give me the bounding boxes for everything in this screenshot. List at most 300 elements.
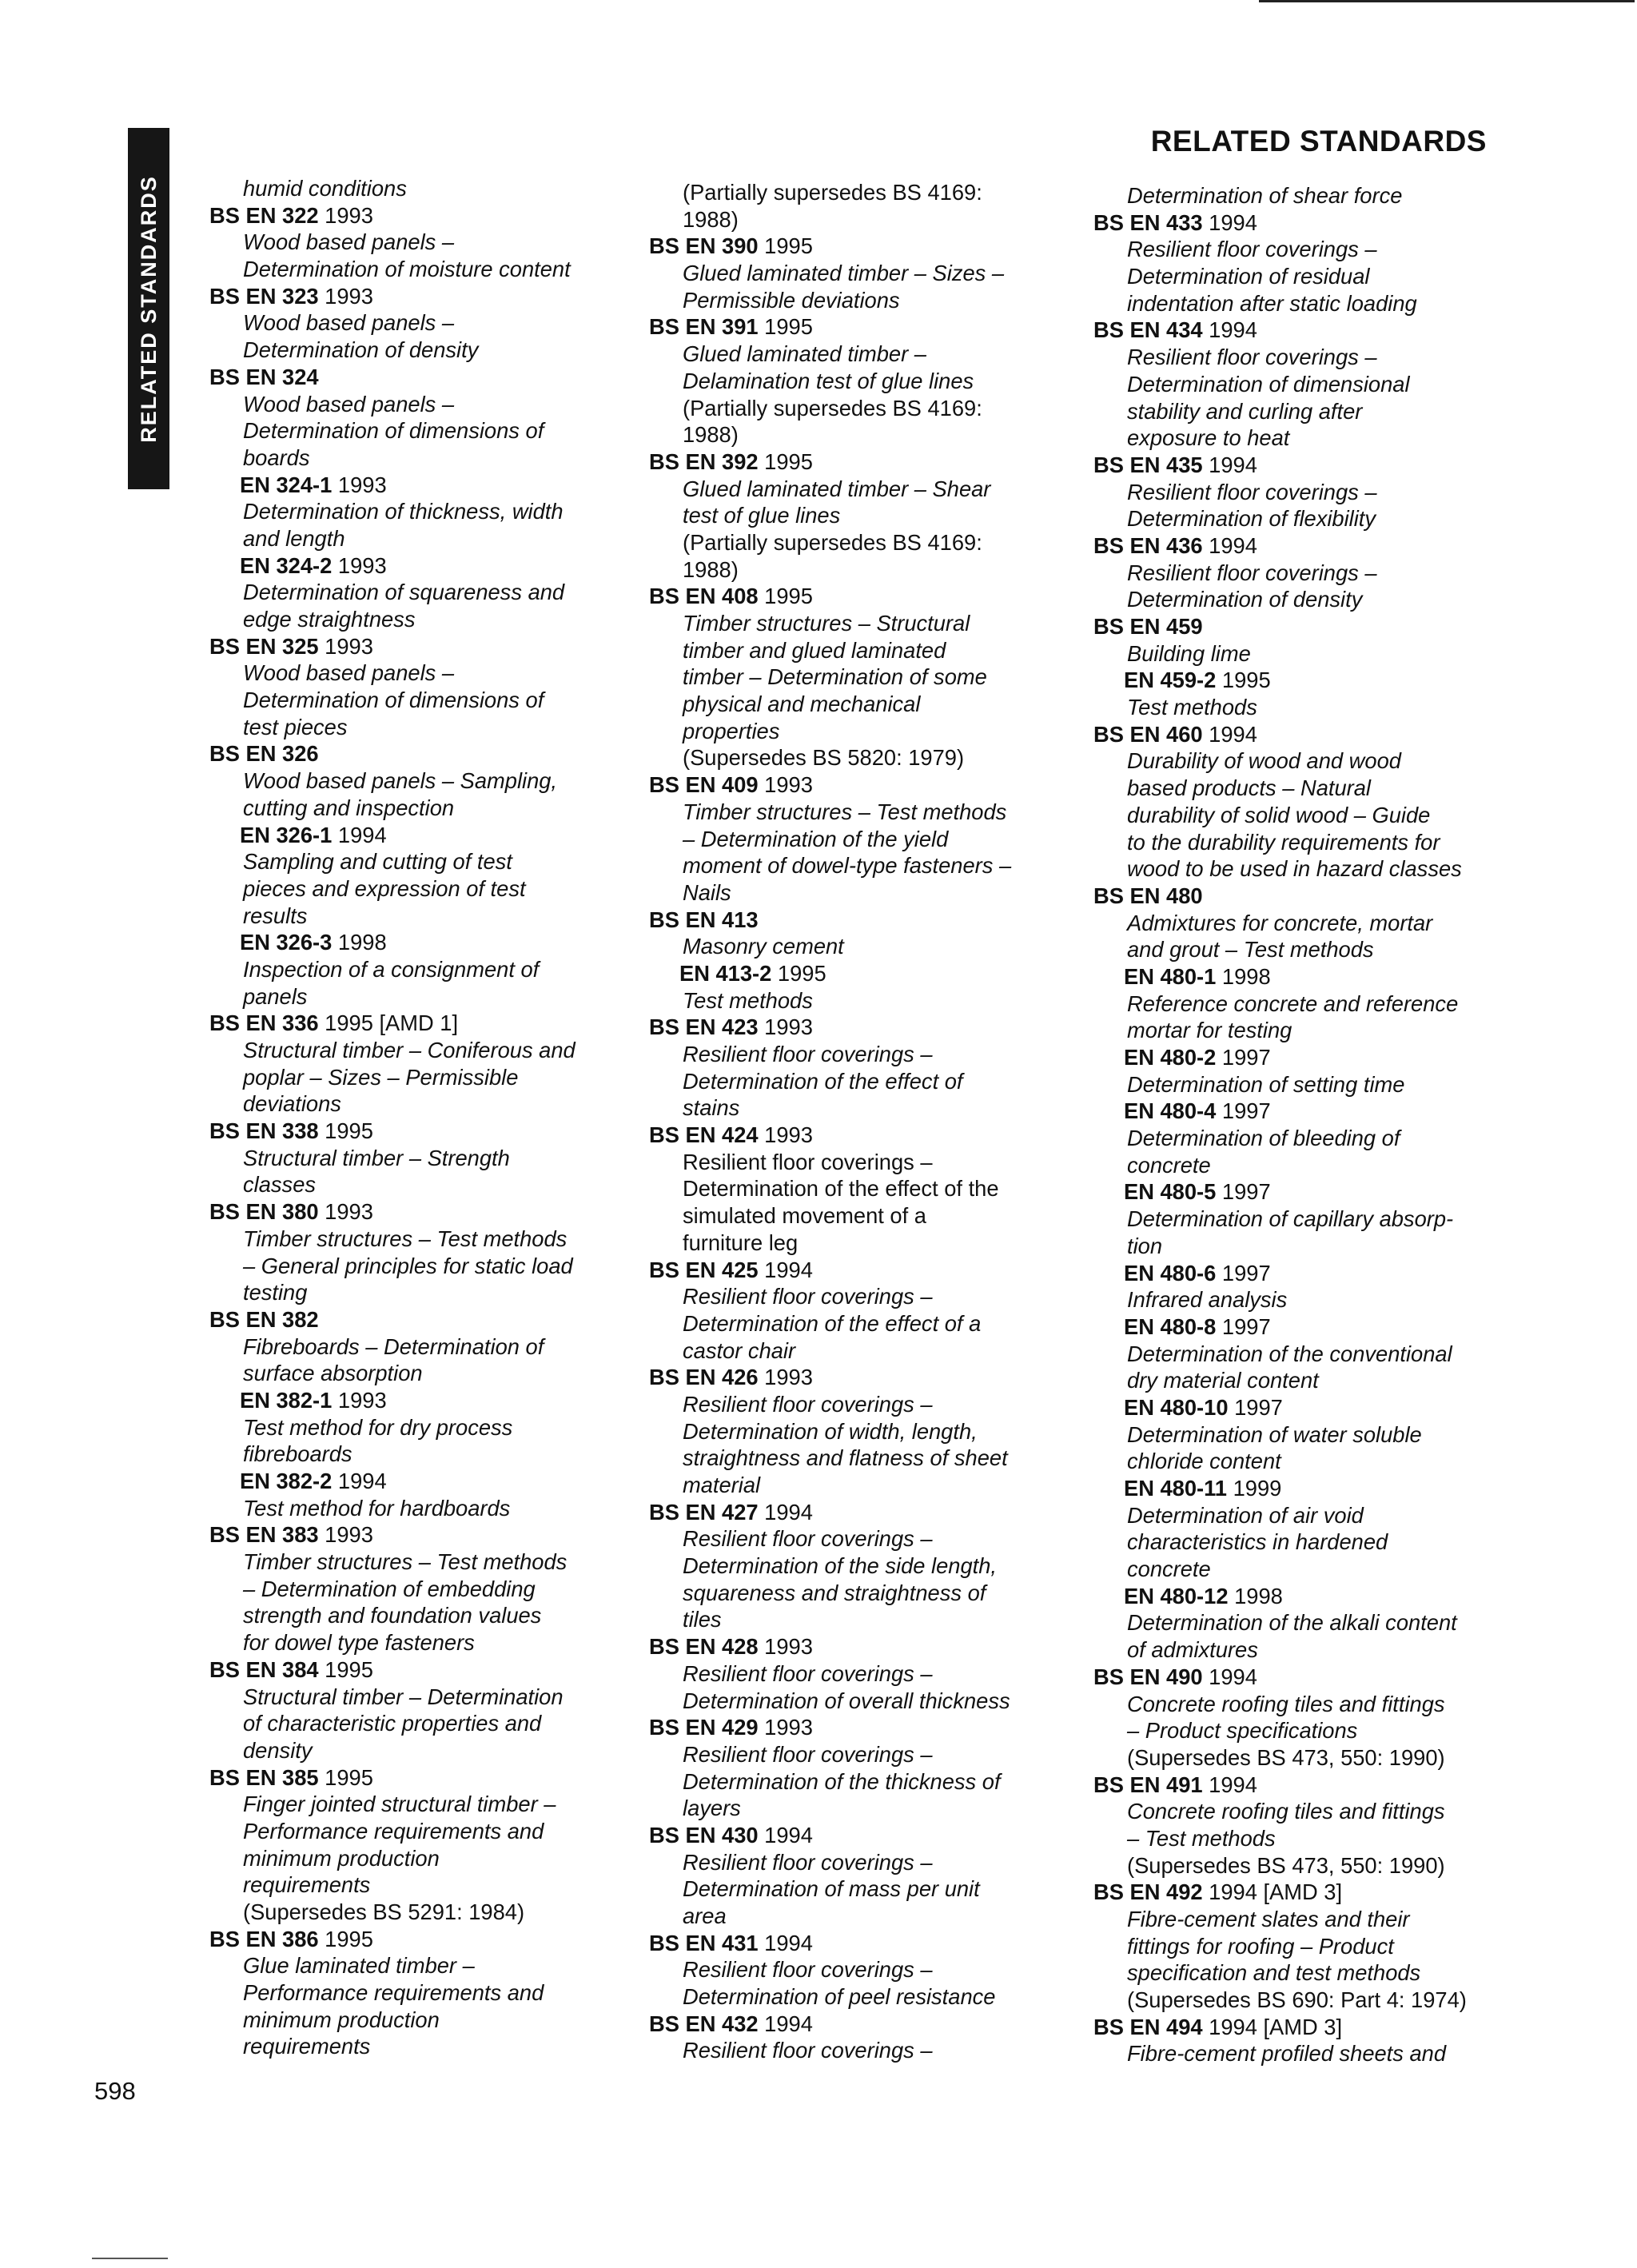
standard-description: Wood based panels – bbox=[243, 229, 455, 255]
standard-code: BS EN 338 bbox=[209, 1118, 319, 1144]
standard-description: Masonry cement bbox=[683, 934, 844, 959]
standard-description: Determination of width, length, bbox=[683, 1418, 978, 1444]
standard-code: BS EN 380 bbox=[209, 1199, 319, 1225]
standard-description: Resilient floor coverings – bbox=[683, 1149, 933, 1174]
standard-description: Wood based panels – bbox=[243, 391, 455, 417]
standard-description: Determination of shear force bbox=[1127, 183, 1403, 208]
standard-description: boards bbox=[243, 444, 310, 470]
standard-description: Resilient floor coverings – bbox=[1127, 479, 1377, 504]
standard-year: 1994 bbox=[1202, 1664, 1257, 1689]
standard-description: Wood based panels – bbox=[243, 660, 455, 686]
sub-standard-entry bbox=[1093, 963, 1509, 991]
standard-description: Determination of bleeding of bbox=[1127, 1126, 1400, 1151]
standard-description: Determination of the effect of the bbox=[683, 1176, 999, 1202]
standard-entry bbox=[209, 633, 625, 660]
standard-description: characteristics in hardened bbox=[1127, 1529, 1388, 1555]
standard-description: Inspection of a consignment of bbox=[243, 956, 540, 982]
standard-description: – Determination of the yield bbox=[683, 826, 949, 851]
standard-year: 1995 bbox=[758, 584, 813, 609]
standard-description: simulated movement of a bbox=[683, 1203, 926, 1229]
standard-code: EN 480-2 bbox=[1124, 1045, 1217, 1070]
standard-year: 1995 bbox=[318, 1926, 373, 1951]
standard-code: EN 480-4 bbox=[1124, 1098, 1217, 1124]
standard-code: BS EN 390 bbox=[649, 233, 759, 259]
standard-description: Determination of setting time bbox=[1127, 1071, 1405, 1097]
standard-description: Determination of the effect of a bbox=[683, 1310, 982, 1336]
standard-year: 1995 bbox=[318, 1656, 373, 1682]
standard-description: chloride content bbox=[1127, 1449, 1281, 1474]
standard-description: Timber structures – Structural bbox=[683, 611, 970, 636]
standard-entry bbox=[649, 2011, 1065, 2038]
standard-description: timber – Determination of some bbox=[683, 664, 987, 690]
standard-description: durability of solid wood – Guide bbox=[1127, 802, 1431, 827]
standard-description: classes bbox=[243, 1172, 317, 1198]
standard-code: BS EN 480 bbox=[1093, 883, 1203, 908]
standard-description: humid conditions bbox=[243, 176, 407, 201]
standard-code: EN 324-2 bbox=[240, 552, 333, 578]
standard-entry bbox=[209, 1306, 625, 1333]
standard-code: BS EN 325 bbox=[209, 633, 319, 659]
standard-code: BS EN 426 bbox=[649, 1365, 759, 1390]
standard-year: 1994 bbox=[758, 1499, 813, 1525]
standard-year: 1994 bbox=[1202, 532, 1257, 558]
standard-code: BS EN 435 bbox=[1093, 452, 1203, 477]
standard-year: 1994 [AMD 3] bbox=[1202, 1879, 1343, 1905]
page-header: RELATED STANDARDS bbox=[1150, 125, 1487, 157]
standard-description: – Test methods bbox=[1127, 1825, 1276, 1851]
standard-entry bbox=[649, 1257, 1065, 1284]
standard-description: Determination of residual bbox=[1127, 264, 1370, 289]
standard-description: Determination of density bbox=[1127, 587, 1363, 612]
standard-description: edge straightness bbox=[243, 607, 416, 632]
standard-code: BS EN 383 bbox=[209, 1522, 319, 1548]
standard-year: 1997 bbox=[1216, 1098, 1271, 1124]
sub-standard-entry bbox=[1093, 1394, 1509, 1421]
standard-description: Determination of moisture content bbox=[243, 257, 571, 282]
standard-year: 1997 bbox=[1216, 1179, 1271, 1205]
standard-description: Reference concrete and reference bbox=[1127, 991, 1459, 1016]
standard-description: Nails bbox=[683, 879, 731, 905]
standard-entry bbox=[209, 740, 625, 767]
standard-code: BS EN 392 bbox=[649, 448, 759, 474]
standard-year: 1993 bbox=[332, 552, 387, 578]
standard-description: Fibreboards – Determination of bbox=[243, 1333, 544, 1359]
standard-entry bbox=[1093, 1879, 1509, 1906]
supersedes-note: (Supersedes BS 473, 550: 1990) bbox=[1127, 1852, 1445, 1878]
sub-standard-entry bbox=[1093, 1475, 1509, 1502]
sub-standard-entry bbox=[209, 472, 625, 499]
standard-entry bbox=[649, 233, 1065, 260]
standard-description: Glue laminated timber – bbox=[243, 1953, 475, 1979]
standard-year: 1993 bbox=[332, 472, 387, 497]
standard-year: 1993 bbox=[758, 1634, 813, 1660]
standard-description: Determination of density bbox=[243, 337, 479, 363]
standard-description: Resilient floor coverings – bbox=[683, 1042, 933, 1066]
column-2 bbox=[649, 179, 1065, 2064]
standard-description: Resilient floor coverings – bbox=[683, 1849, 933, 1875]
standard-entry bbox=[649, 313, 1065, 341]
standard-description: stains bbox=[683, 1095, 740, 1121]
column-3 bbox=[1093, 182, 1509, 2067]
standard-description: requirements bbox=[243, 1872, 371, 1898]
standard-description: minimum production bbox=[243, 1845, 440, 1871]
standard-description: fittings for roofing – Product bbox=[1127, 1933, 1394, 1959]
standard-code: BS EN 427 bbox=[649, 1499, 759, 1525]
standard-code: BS EN 425 bbox=[649, 1257, 759, 1282]
standard-description: Resilient floor coverings – bbox=[1127, 237, 1377, 262]
standard-description: test of glue lines bbox=[683, 503, 841, 528]
standard-description: Glued laminated timber – Sizes – bbox=[683, 261, 1005, 286]
standard-description: straightness and flatness of sheet bbox=[683, 1445, 1008, 1471]
standard-entry bbox=[209, 1521, 625, 1549]
standard-year: 1995 bbox=[758, 314, 813, 340]
standard-description: Resilient floor coverings – bbox=[683, 1284, 933, 1309]
standard-code: EN 480-6 bbox=[1124, 1260, 1217, 1285]
standard-entry bbox=[649, 1633, 1065, 1660]
standard-code: BS EN 384 bbox=[209, 1656, 319, 1682]
standard-year: 1997 bbox=[1216, 1260, 1271, 1285]
standard-entry bbox=[649, 771, 1065, 799]
standard-year: 1993 bbox=[318, 633, 373, 659]
standard-description: Glued laminated timber – bbox=[683, 341, 926, 367]
supersedes-note: (Partially supersedes BS 4169: bbox=[683, 180, 982, 205]
standard-code: BS EN 413 bbox=[649, 907, 759, 932]
standard-description: Concrete roofing tiles and fittings bbox=[1127, 1799, 1445, 1824]
standard-description: Test methods bbox=[683, 987, 813, 1013]
column-1 bbox=[209, 175, 625, 2060]
standard-code: BS EN 424 bbox=[649, 1122, 759, 1148]
standard-code: EN 480-11 bbox=[1124, 1476, 1227, 1501]
standard-description: Determination of dimensions of bbox=[243, 688, 544, 713]
standard-code: BS EN 322 bbox=[209, 202, 319, 228]
side-tab-label: RELATED STANDARDS bbox=[136, 174, 161, 443]
sub-standard-entry bbox=[649, 960, 1065, 987]
standard-description: Determination of the side length, bbox=[683, 1553, 998, 1579]
standard-description: of admixtures bbox=[1127, 1637, 1258, 1663]
standard-description: – General principles for static load bbox=[243, 1253, 573, 1278]
standard-description: Admixtures for concrete, mortar bbox=[1127, 910, 1433, 935]
standard-description: based products – Natural bbox=[1127, 775, 1371, 801]
standard-code: BS EN 459 bbox=[1093, 614, 1203, 639]
standard-year: 1998 bbox=[332, 930, 387, 955]
sub-standard-entry bbox=[209, 1468, 625, 1495]
standard-description: Durability of wood and wood bbox=[1127, 748, 1401, 774]
standard-description: for dowel type fasteners bbox=[243, 1630, 475, 1656]
standard-year: 1993 bbox=[318, 1522, 373, 1548]
standard-description: Performance requirements and bbox=[243, 1818, 544, 1843]
sub-standard-entry bbox=[1093, 1583, 1509, 1610]
standard-description: Fibre-cement profiled sheets and bbox=[1127, 2041, 1447, 2067]
standard-code: BS EN 391 bbox=[649, 314, 759, 340]
standard-code: BS EN 408 bbox=[649, 584, 759, 609]
supersedes-note: (Supersedes BS 473, 550: 1990) bbox=[1127, 1744, 1445, 1770]
standard-description: material bbox=[683, 1473, 761, 1497]
standard-code: EN 413-2 bbox=[679, 960, 772, 986]
standard-year: 1999 bbox=[1227, 1476, 1282, 1501]
standard-year: 1994 bbox=[1202, 317, 1257, 343]
standard-entry bbox=[649, 1714, 1065, 1741]
sub-standard-entry bbox=[1093, 1098, 1509, 1125]
standard-description: Determination of capillary absorp- bbox=[1127, 1206, 1454, 1232]
standard-description: Timber structures – Test methods bbox=[683, 799, 1007, 824]
standard-description: dry material content bbox=[1127, 1368, 1319, 1393]
standard-code: EN 480-5 bbox=[1124, 1179, 1217, 1205]
standard-description: strength and foundation values bbox=[243, 1603, 542, 1628]
standard-year: 1994 bbox=[758, 2011, 813, 2036]
standard-code: EN 382-2 bbox=[240, 1469, 333, 1493]
standard-description: Determination of squareness and bbox=[243, 580, 565, 605]
standard-code: BS EN 491 bbox=[1093, 1772, 1203, 1797]
standard-code: BS EN 431 bbox=[649, 1930, 759, 1955]
standard-description: results bbox=[243, 903, 308, 928]
standard-entry bbox=[209, 1926, 625, 1953]
standard-entry bbox=[1093, 317, 1509, 344]
standard-year: 1993 bbox=[758, 1365, 813, 1390]
standard-code: EN 480-12 bbox=[1124, 1583, 1229, 1608]
sub-standard-entry bbox=[209, 552, 625, 580]
standard-description: Resilient floor coverings – bbox=[683, 1526, 933, 1552]
standard-code: BS EN 382 bbox=[209, 1306, 319, 1332]
sub-standard-entry bbox=[1093, 1313, 1509, 1341]
standard-entry bbox=[1093, 613, 1509, 640]
standard-description: moment of dowel-type fasteners – bbox=[683, 853, 1012, 879]
standard-description: Determination of mass per unit bbox=[683, 1876, 980, 1902]
standard-description: and length bbox=[243, 525, 345, 551]
standard-description: Glued laminated timber – Shear bbox=[683, 476, 991, 501]
standard-year: 1993 bbox=[758, 1715, 813, 1740]
standard-year: 1994 bbox=[758, 1930, 813, 1955]
standard-description: Resilient floor coverings – bbox=[683, 1957, 933, 1983]
standard-code: BS EN 324 bbox=[209, 364, 319, 389]
standard-year: 1994 bbox=[1202, 452, 1257, 477]
standard-code: EN 326-1 bbox=[240, 822, 333, 847]
standard-description: wood to be used in hazard classes bbox=[1127, 856, 1462, 882]
standard-description: Determination of the conventional bbox=[1127, 1341, 1452, 1366]
standard-code: BS EN 432 bbox=[649, 2011, 759, 2036]
standard-description: density bbox=[243, 1737, 313, 1763]
standard-year: 1997 bbox=[1216, 1313, 1271, 1339]
standard-description: Permissible deviations bbox=[683, 287, 900, 313]
standard-year: 1994 bbox=[332, 822, 387, 847]
standard-description: stability and curling after bbox=[1127, 398, 1363, 424]
standard-code: BS EN 423 bbox=[649, 1014, 759, 1040]
standard-description: Concrete roofing tiles and fittings bbox=[1127, 1691, 1445, 1716]
standard-description: minimum production bbox=[243, 2007, 440, 2032]
standard-year: 1993 bbox=[318, 1199, 373, 1225]
standard-description: Finger jointed structural timber – bbox=[243, 1792, 556, 1817]
side-tab bbox=[128, 128, 169, 489]
sub-standard-entry bbox=[209, 822, 625, 849]
sub-standard-entry bbox=[209, 929, 625, 956]
standard-description: Resilient floor coverings – bbox=[1127, 345, 1377, 370]
standard-entry bbox=[209, 1198, 625, 1226]
standard-description: and grout – Test methods bbox=[1127, 937, 1374, 963]
standard-description: Test method for hardboards bbox=[243, 1495, 511, 1521]
page-number: 598 bbox=[94, 2077, 136, 2105]
supersedes-note: (Partially supersedes BS 4169: bbox=[683, 395, 982, 421]
standard-description: Wood based panels – bbox=[243, 310, 455, 336]
standard-entry bbox=[209, 1118, 625, 1145]
standard-description: squareness and straightness of bbox=[683, 1580, 986, 1605]
standard-code: BS EN 336 bbox=[209, 1010, 319, 1036]
standard-code: BS EN 326 bbox=[209, 741, 319, 767]
standard-code: BS EN 429 bbox=[649, 1715, 759, 1740]
standard-description: of characteristic properties and bbox=[243, 1711, 542, 1736]
standard-description: Sampling and cutting of test bbox=[243, 849, 512, 875]
standard-code: EN 324-1 bbox=[240, 472, 333, 497]
standard-description: Building lime bbox=[1127, 640, 1251, 666]
standard-description: Determination of the thickness of bbox=[683, 1768, 1001, 1794]
standard-description: mortar for testing bbox=[1127, 1018, 1292, 1043]
supersedes-note: 1988) bbox=[683, 556, 739, 582]
standard-code: BS EN 409 bbox=[649, 772, 759, 798]
standard-description: concrete bbox=[1127, 1557, 1211, 1582]
standard-code: EN 326-3 bbox=[240, 930, 333, 955]
standard-description: Resilient floor coverings – bbox=[683, 1391, 933, 1417]
standard-description: Determination of dimensional bbox=[1127, 371, 1410, 397]
standard-year: 1995 bbox=[758, 233, 813, 259]
standard-description: Test method for dry process bbox=[243, 1414, 513, 1440]
standard-year: 1993 bbox=[758, 1014, 813, 1040]
standard-code: BS EN 434 bbox=[1093, 317, 1203, 343]
standard-description: Determination of the effect of bbox=[683, 1068, 963, 1094]
standard-year: 1998 bbox=[1216, 963, 1271, 989]
standard-code: BS EN 494 bbox=[1093, 2014, 1203, 2039]
standard-year: 1995 bbox=[758, 448, 813, 474]
standard-year: 1997 bbox=[1216, 1045, 1271, 1070]
standard-year: 1995 [AMD 1] bbox=[318, 1010, 459, 1036]
supersedes-note: 1988) bbox=[683, 206, 739, 232]
standard-description: indentation after static loading bbox=[1127, 290, 1417, 316]
standard-year: 1994 bbox=[758, 1822, 813, 1847]
standard-description: deviations bbox=[243, 1091, 341, 1117]
sub-standard-entry bbox=[1093, 1044, 1509, 1071]
standard-code: BS EN 433 bbox=[1093, 209, 1203, 235]
standard-description: Resilient floor coverings – bbox=[683, 2038, 933, 2063]
standard-year: 1994 bbox=[1202, 209, 1257, 235]
standard-description: requirements bbox=[243, 2034, 371, 2059]
standard-description: Wood based panels – Sampling, bbox=[243, 768, 558, 794]
supersedes-note: (Partially supersedes BS 4169: bbox=[683, 529, 982, 555]
standard-entry bbox=[209, 283, 625, 310]
standard-description: tion bbox=[1127, 1233, 1163, 1258]
standard-entry bbox=[209, 1764, 625, 1792]
standard-description: Determination of water soluble bbox=[1127, 1421, 1422, 1447]
standard-description: Performance requirements and bbox=[243, 1980, 544, 2006]
standard-entry bbox=[209, 202, 625, 229]
standard-year: 1995 bbox=[318, 1118, 373, 1144]
standard-code: BS EN 460 bbox=[1093, 721, 1203, 747]
standard-description: Determination of thickness, width bbox=[243, 499, 564, 524]
standard-description: fibreboards bbox=[243, 1441, 352, 1467]
standard-year: 1994 bbox=[1202, 721, 1257, 747]
standard-year: 1993 bbox=[758, 772, 813, 798]
standard-description: Determination of peel resistance bbox=[683, 1984, 996, 2010]
standard-entry bbox=[1093, 1772, 1509, 1799]
standard-year: 1993 bbox=[758, 1122, 813, 1148]
standard-description: to the durability requirements for bbox=[1127, 829, 1440, 855]
standard-description: poplar – Sizes – Permissible bbox=[243, 1064, 519, 1090]
standard-year: 1995 bbox=[771, 960, 826, 986]
standard-year: 1994 bbox=[1202, 1772, 1257, 1797]
standard-description: Resilient floor coverings – bbox=[1127, 560, 1377, 585]
standard-description: Determination of dimensions of bbox=[243, 418, 544, 444]
standard-year: 1993 bbox=[318, 202, 373, 228]
standard-year: 1994 bbox=[332, 1469, 387, 1493]
standard-description: Determination of the alkali content bbox=[1127, 1610, 1457, 1636]
standard-description: timber and glued laminated bbox=[683, 637, 946, 663]
standard-entry bbox=[1093, 2014, 1509, 2041]
standard-year: 1993 bbox=[332, 1387, 387, 1413]
supersedes-note: 1988) bbox=[683, 422, 739, 448]
sub-standard-entry bbox=[1093, 1178, 1509, 1206]
standard-description: cutting and inspection bbox=[243, 795, 455, 820]
standard-code: EN 382-1 bbox=[240, 1387, 333, 1413]
standard-entry bbox=[1093, 883, 1509, 910]
standard-year: 1995 bbox=[318, 1764, 373, 1790]
standard-description: Determination of overall thickness bbox=[683, 1688, 1010, 1713]
standard-year: 1994 [AMD 3] bbox=[1202, 2014, 1343, 2039]
standard-description: tiles bbox=[683, 1607, 722, 1632]
standard-code: BS EN 436 bbox=[1093, 532, 1203, 558]
standard-entry bbox=[649, 907, 1065, 934]
standard-description: Infrared analysis bbox=[1127, 1287, 1288, 1313]
standard-entry bbox=[649, 1499, 1065, 1526]
standard-description: Resilient floor coverings – bbox=[683, 1660, 933, 1686]
standard-description: exposure to heat bbox=[1127, 425, 1290, 451]
standard-entry bbox=[209, 364, 625, 391]
standard-entry bbox=[649, 1364, 1065, 1391]
standard-description: – Product specifications bbox=[1127, 1718, 1358, 1744]
standard-entry bbox=[1093, 532, 1509, 560]
standard-code: BS EN 430 bbox=[649, 1822, 759, 1847]
standard-description: testing bbox=[243, 1280, 308, 1305]
standard-description: Structural timber – Coniferous and bbox=[243, 1038, 576, 1062]
standard-code: BS EN 323 bbox=[209, 283, 319, 309]
standard-description: Determination of air void bbox=[1127, 1502, 1364, 1528]
standard-entry bbox=[649, 1822, 1065, 1849]
standard-code: EN 480-1 bbox=[1124, 963, 1217, 989]
standard-year: 1993 bbox=[318, 283, 373, 309]
standard-description: Structural timber – Determination bbox=[243, 1684, 564, 1709]
standard-entry bbox=[649, 583, 1065, 610]
standard-description: test pieces bbox=[243, 714, 348, 739]
supersedes-note: (Supersedes BS 5291: 1984) bbox=[243, 1899, 525, 1924]
standard-code: EN 480-10 bbox=[1124, 1394, 1229, 1420]
standard-code: BS EN 492 bbox=[1093, 1879, 1203, 1905]
standard-description: Timber structures – Test methods bbox=[243, 1549, 568, 1575]
sub-standard-entry bbox=[1093, 667, 1509, 694]
standard-entry bbox=[649, 1930, 1065, 1957]
standard-code: BS EN 428 bbox=[649, 1634, 759, 1660]
standard-entry bbox=[209, 1656, 625, 1684]
supersedes-note: (Supersedes BS 690: Part 4: 1974) bbox=[1127, 1987, 1467, 2013]
standard-description: concrete bbox=[1127, 1152, 1211, 1178]
sub-standard-entry bbox=[209, 1387, 625, 1414]
standard-description: properties bbox=[683, 718, 780, 743]
standard-code: BS EN 386 bbox=[209, 1926, 319, 1951]
standard-entry bbox=[649, 448, 1065, 476]
standard-description: area bbox=[683, 1903, 727, 1928]
standard-entry bbox=[1093, 721, 1509, 748]
standard-description: Delamination test of glue lines bbox=[683, 368, 974, 393]
standard-description: furniture leg bbox=[683, 1230, 799, 1255]
standard-code: EN 480-8 bbox=[1124, 1313, 1217, 1339]
standard-description: layers bbox=[683, 1796, 741, 1821]
standard-description: Structural timber – Strength bbox=[243, 1145, 510, 1170]
standard-entry bbox=[1093, 209, 1509, 237]
sub-standard-entry bbox=[1093, 1260, 1509, 1287]
